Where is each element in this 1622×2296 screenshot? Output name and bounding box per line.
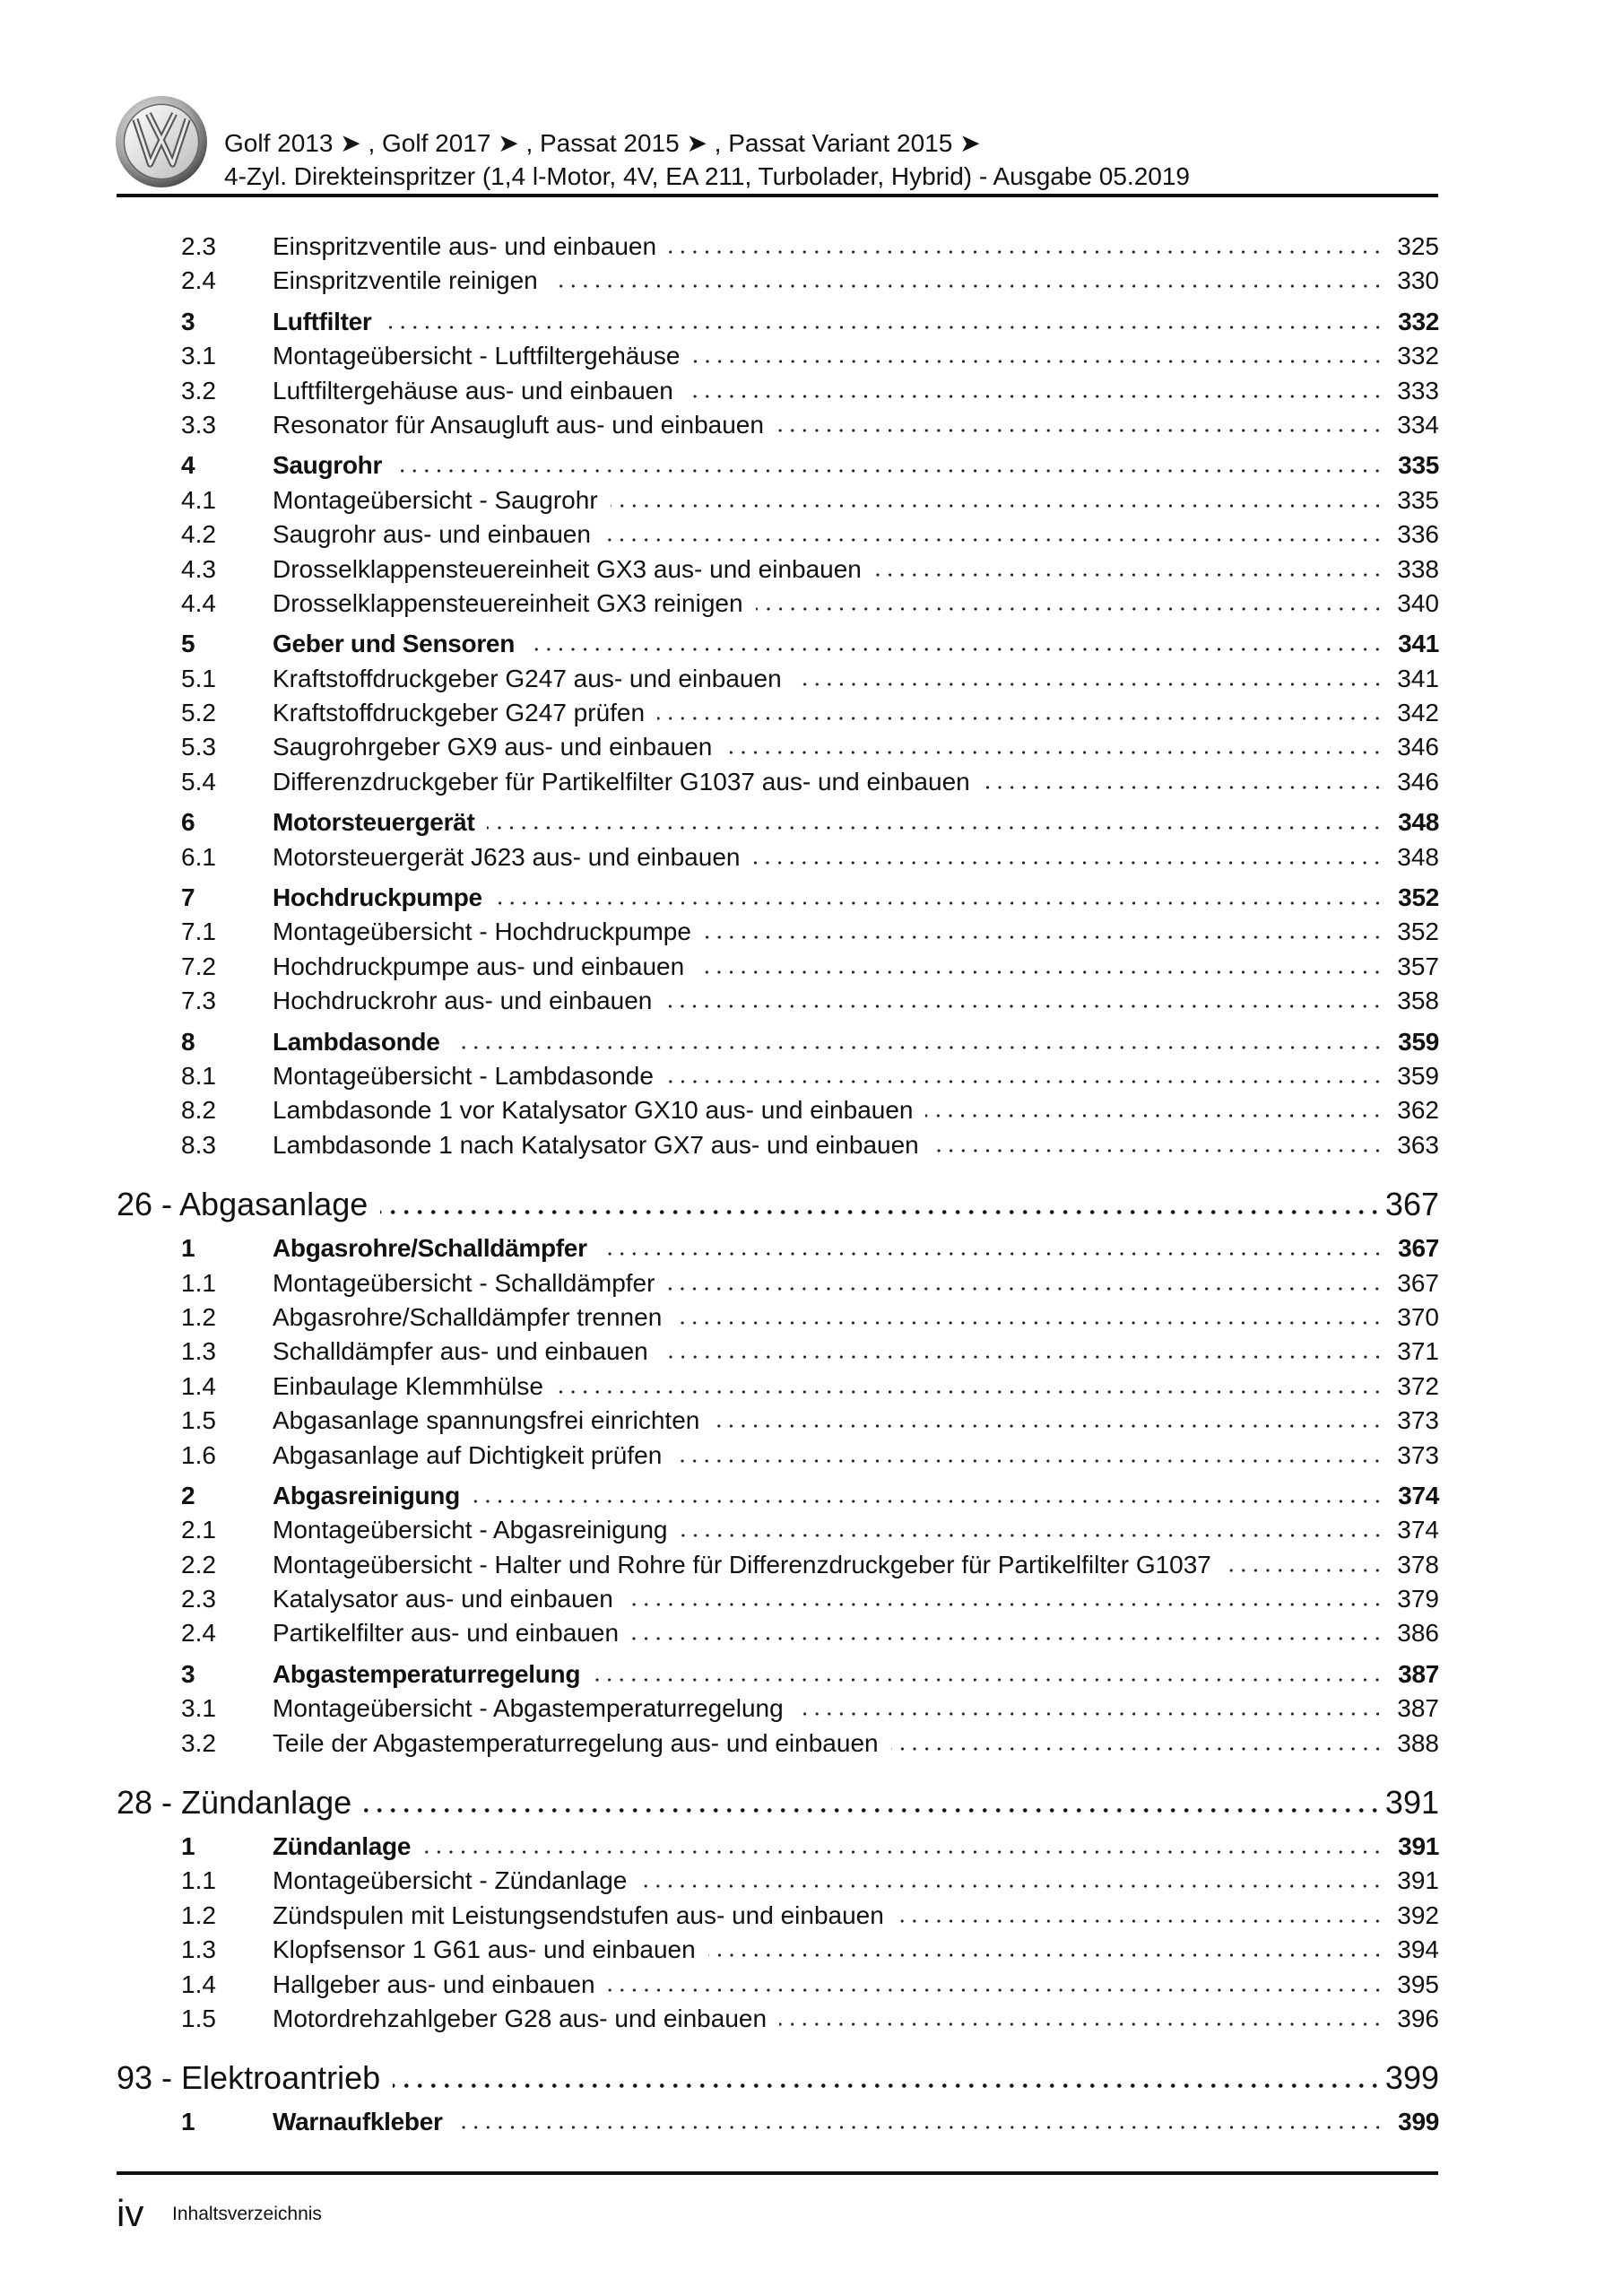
toc-number: 1.3 — [181, 1337, 216, 1366]
dot-leader — [776, 428, 1383, 433]
toc-title: Abgasanlage auf Dichtigkeit prüfen — [273, 1440, 663, 1469]
toc-title: Abgasanlage spannungsfrei einrichten — [273, 1406, 700, 1435]
dot-leader — [603, 537, 1383, 543]
toc-title: Montageübersicht - Luftfiltergehäuse — [273, 342, 681, 370]
toc-title: Lambdasonde 1 nach Katalysator GX7 aus- und einbauen — [273, 1130, 919, 1159]
toc-number: 1.1 — [181, 1866, 216, 1895]
toc-title: Kraftstoffdruckgeber G247 aus- und einbauen — [273, 664, 782, 692]
dot-leader — [669, 249, 1383, 255]
dot-leader — [674, 1458, 1383, 1464]
toc-title: Saugrohrgeber GX9 aus- und einbauen — [273, 733, 713, 761]
toc-page: 335 — [1398, 451, 1439, 480]
toc-page: 379 — [1397, 1585, 1439, 1613]
dot-leader — [385, 325, 1383, 330]
toc-title: 28 - Zündanlage — [117, 1784, 352, 1822]
dot-leader — [487, 825, 1383, 831]
toc-page: 362 — [1397, 1096, 1439, 1125]
dot-leader — [708, 1952, 1383, 1958]
page-number: iv — [117, 2192, 144, 2234]
toc-title: Zündspulen mit Leistungsendstufen aus- und einbauen — [273, 1900, 884, 1929]
toc-section[interactable] — [117, 1231, 1439, 1265]
toc-title: Einspritzventile aus- und einbauen — [273, 232, 657, 260]
toc-page: 346 — [1397, 733, 1439, 761]
toc-title: Motorsteuergerät — [273, 808, 475, 837]
toc-number: 4.1 — [181, 485, 216, 514]
toc-chapter[interactable] — [117, 1183, 1439, 1226]
toc-item[interactable] — [117, 264, 1439, 298]
toc-number: 3.2 — [181, 376, 216, 404]
toc-section[interactable] — [117, 1830, 1439, 1864]
dot-leader — [756, 606, 1383, 612]
toc-title: Hochdruckpumpe — [273, 883, 482, 912]
toc-title: 26 - Abgasanlage — [117, 1186, 369, 1223]
toc-item[interactable] — [117, 1933, 1439, 1967]
toc-number: 1.6 — [181, 1440, 216, 1469]
header-models: Golf 2013 ➤ , Golf 2017 ➤ , Passat 2015 ➤ , Passat Variant 2015 ➤ — [224, 129, 981, 157]
toc-page: 332 — [1398, 307, 1439, 335]
toc-title: Hochdruckpumpe aus- und einbauen — [273, 952, 685, 980]
toc-title: Hallgeber aus- und einbauen — [273, 1970, 595, 1998]
footer-rule — [117, 2171, 1438, 2175]
toc-number: 4.2 — [181, 520, 216, 549]
toc-page: 352 — [1397, 918, 1439, 946]
toc-page: 396 — [1397, 2004, 1439, 2032]
toc-number: 5.3 — [181, 733, 216, 761]
toc-section[interactable] — [117, 881, 1439, 915]
vw-logo — [115, 95, 208, 188]
toc-page: 367 — [1398, 1234, 1439, 1263]
toc-section[interactable] — [117, 1479, 1439, 1513]
toc-page: 330 — [1397, 266, 1439, 295]
toc-page: 336 — [1397, 520, 1439, 549]
toc-title: Differenzdruckgeber für Partikelfilter G1037 aus- und einbauen — [273, 767, 970, 796]
toc-page: 391 — [1384, 1784, 1439, 1822]
dot-leader — [380, 1209, 1382, 1215]
toc-item[interactable] — [117, 1128, 1439, 1162]
toc-title: Montageübersicht - Abgastemperaturregelung — [273, 1694, 784, 1723]
dot-leader — [593, 1677, 1383, 1683]
dot-leader — [752, 860, 1383, 865]
toc-title: Montageübersicht - Schalldämpfer — [273, 1268, 655, 1297]
toc-number: 8.2 — [181, 1096, 216, 1125]
toc-item[interactable] — [117, 517, 1439, 552]
header-engine-edition: 4-Zyl. Direkteinspritzer (1,4 l-Motor, 4V, EA 211, Turbolader, Hybrid) - Ausgabe 05.2019 — [224, 162, 1190, 190]
toc-item[interactable] — [117, 587, 1439, 621]
toc-item[interactable] — [117, 374, 1439, 408]
toc-item[interactable] — [117, 1266, 1439, 1300]
dot-leader — [600, 1251, 1383, 1257]
toc-number: 7.3 — [181, 987, 216, 1015]
toc-page: 372 — [1397, 1371, 1439, 1400]
toc-number: 4.3 — [181, 554, 216, 583]
toc-title: Motordrehzahlgeber G28 aus- und einbauen — [273, 2004, 768, 2032]
toc-item[interactable] — [117, 950, 1439, 984]
toc-number: 3.2 — [181, 1728, 216, 1757]
toc-number: 2.1 — [181, 1516, 216, 1544]
toc-title: Warnaufkleber — [273, 2108, 443, 2136]
dot-leader — [631, 1636, 1383, 1641]
dot-leader — [666, 1079, 1383, 1084]
toc-number: 6.1 — [181, 842, 216, 871]
toc-title: Montageübersicht - Abgasreinigung — [273, 1516, 668, 1544]
toc-page: 333 — [1397, 376, 1439, 404]
dot-leader — [932, 1148, 1383, 1153]
toc-item[interactable] — [117, 552, 1439, 587]
toc-item[interactable] — [117, 1616, 1439, 1650]
toc-title: Klopfsensor 1 G61 aus- und einbauen — [273, 1935, 696, 1964]
dot-leader — [712, 1423, 1383, 1429]
toc-number: 1.5 — [181, 1406, 216, 1435]
toc-section[interactable] — [117, 627, 1439, 661]
dot-leader — [925, 1113, 1383, 1118]
toc-item[interactable] — [117, 765, 1439, 799]
toc-page: 352 — [1398, 883, 1439, 912]
toc-page: 325 — [1397, 232, 1439, 260]
toc-page: 370 — [1397, 1302, 1439, 1331]
toc-page: 386 — [1397, 1619, 1439, 1648]
toc-page: 378 — [1397, 1550, 1439, 1578]
toc-title: Lambdasonde — [273, 1027, 440, 1056]
toc-page: 357 — [1397, 952, 1439, 980]
toc-title: Montageübersicht - Zündanlage — [273, 1866, 628, 1895]
toc-page: 359 — [1397, 1061, 1439, 1090]
toc-item[interactable] — [117, 1093, 1439, 1127]
dot-leader — [664, 1004, 1383, 1009]
dot-leader — [608, 1987, 1383, 1993]
dot-leader — [626, 1602, 1383, 1607]
dot-leader — [495, 900, 1383, 906]
toc-title: Abgasreinigung — [273, 1481, 460, 1509]
toc-chapter[interactable] — [117, 1781, 1439, 1824]
toc-number: 4.4 — [181, 588, 216, 617]
toc-number: 8 — [181, 1027, 195, 1056]
toc-section[interactable] — [117, 1025, 1439, 1059]
toc-section[interactable] — [117, 1657, 1439, 1692]
dot-leader — [704, 935, 1383, 940]
toc-number: 3 — [181, 1659, 195, 1688]
dot-leader — [453, 1045, 1383, 1050]
toc-title: Einbaulage Klemmhülse — [273, 1371, 543, 1400]
toc-page: 374 — [1398, 1481, 1439, 1509]
toc-item[interactable] — [117, 1968, 1439, 2002]
toc-item[interactable] — [117, 984, 1439, 1018]
toc-item[interactable] — [117, 1439, 1439, 1473]
toc-number: 3.3 — [181, 410, 216, 439]
toc-number: 2 — [181, 1481, 195, 1509]
dot-leader — [681, 1533, 1383, 1538]
dot-leader — [674, 1320, 1383, 1326]
toc-page: 342 — [1397, 699, 1439, 727]
toc-item[interactable] — [117, 1335, 1439, 1369]
dot-leader — [724, 750, 1383, 755]
toc-page: 332 — [1397, 342, 1439, 370]
toc-title: Resonator für Ansaugluft aus- und einbauen — [273, 410, 764, 439]
dot-leader — [423, 1849, 1383, 1855]
toc-page: 348 — [1397, 842, 1439, 871]
dot-leader — [657, 716, 1383, 721]
toc-title: Katalysator aus- und einbauen — [273, 1585, 613, 1613]
toc-number: 2.2 — [181, 1550, 216, 1578]
toc-item[interactable] — [117, 408, 1439, 442]
toc-item[interactable] — [117, 339, 1439, 373]
dot-leader — [455, 2125, 1383, 2130]
toc-page: 367 — [1384, 1186, 1439, 1223]
dot-leader — [393, 2083, 1382, 2089]
toc-title: Kraftstoffdruckgeber G247 prüfen — [273, 699, 646, 727]
toc-item[interactable] — [117, 1726, 1439, 1761]
toc-section[interactable] — [117, 305, 1439, 339]
toc-number: 1 — [181, 2108, 195, 2136]
footer-label: Inhaltsverzeichnis — [172, 2204, 322, 2224]
toc-page: 374 — [1397, 1516, 1439, 1544]
dot-leader — [661, 1354, 1383, 1360]
toc-page: 340 — [1397, 588, 1439, 617]
toc-title: Montageübersicht - Lambdasonde — [273, 1061, 654, 1090]
toc-item[interactable] — [117, 1582, 1439, 1616]
toc-page: 391 — [1397, 1866, 1439, 1895]
dot-leader — [473, 1499, 1383, 1504]
toc-item[interactable] — [117, 1548, 1439, 1582]
dot-leader — [639, 1883, 1383, 1889]
toc-number: 5.1 — [181, 664, 216, 692]
toc-page: 335 — [1397, 485, 1439, 514]
toc-item[interactable] — [117, 1370, 1439, 1404]
toc-number: 2.3 — [181, 232, 216, 260]
toc-page: 373 — [1397, 1440, 1439, 1469]
toc-item[interactable] — [117, 1059, 1439, 1093]
toc-page: 367 — [1397, 1268, 1439, 1297]
toc-page: 373 — [1397, 1406, 1439, 1435]
toc-number: 1.4 — [181, 1970, 216, 1998]
toc-title: Drosselklappensteuereinheit GX3 reinigen — [273, 588, 743, 617]
dot-leader — [364, 1807, 1382, 1813]
toc-page: 363 — [1397, 1130, 1439, 1159]
toc-title: Montageübersicht - Hochdruckpumpe — [273, 918, 691, 946]
dot-leader — [611, 503, 1383, 509]
toc-number: 2.3 — [181, 1585, 216, 1613]
toc-page: 387 — [1398, 1659, 1439, 1688]
toc-item[interactable] — [117, 730, 1439, 764]
toc-title: Teile der Abgastemperaturregelung aus- und einbauen — [273, 1728, 879, 1757]
toc-page: 346 — [1397, 767, 1439, 796]
toc-item[interactable] — [117, 230, 1439, 264]
toc-title: Zündanlage — [273, 1832, 412, 1861]
toc-page: 387 — [1397, 1694, 1439, 1723]
dot-leader — [667, 1286, 1383, 1292]
dot-leader — [1224, 1568, 1383, 1573]
toc-title: Saugrohr aus- und einbauen — [273, 520, 591, 549]
toc-title: Partikelfilter aus- und einbauen — [273, 1619, 620, 1648]
toc-number: 1.1 — [181, 1268, 216, 1297]
toc-number: 1.3 — [181, 1935, 216, 1964]
toc-page: 358 — [1397, 987, 1439, 1015]
toc-number: 2.4 — [181, 266, 216, 295]
toc-page: 338 — [1397, 554, 1439, 583]
toc-number: 3.1 — [181, 342, 216, 370]
toc-item[interactable] — [117, 662, 1439, 696]
toc-number: 3 — [181, 307, 195, 335]
toc-item[interactable] — [117, 1864, 1439, 1898]
toc-section[interactable] — [117, 2105, 1439, 2139]
toc-page: 341 — [1398, 630, 1439, 658]
toc-number: 4 — [181, 451, 195, 480]
toc-title: Luftfilter — [273, 307, 372, 335]
toc-item[interactable] — [117, 840, 1439, 874]
toc-number: 8.1 — [181, 1061, 216, 1090]
dot-leader — [891, 1746, 1383, 1752]
toc-page: 394 — [1397, 1935, 1439, 1964]
toc-item[interactable] — [117, 1300, 1439, 1335]
toc-number: 1 — [181, 1234, 195, 1263]
toc-page: 399 — [1398, 2108, 1439, 2136]
dot-leader — [983, 785, 1383, 790]
toc-title: Geber und Sensoren — [273, 630, 515, 658]
dot-leader — [686, 394, 1383, 399]
toc-page: 392 — [1397, 1900, 1439, 1929]
toc-number: 1 — [181, 1832, 195, 1861]
toc-title: Abgasrohre/Schalldämpfer trennen — [273, 1302, 663, 1331]
toc-title: Hochdruckrohr aus- und einbauen — [273, 987, 653, 1015]
toc-section[interactable] — [117, 448, 1439, 483]
toc-title: Montageübersicht - Halter und Rohre für Differenzdruckgeber für Partikelfilter G1037 — [273, 1550, 1211, 1578]
toc-number: 2.4 — [181, 1619, 216, 1648]
table-of-contents — [117, 230, 1439, 2140]
toc-item[interactable] — [117, 1404, 1439, 1438]
toc-title: Lambdasonde 1 vor Katalysator GX10 aus- und einbauen — [273, 1096, 914, 1125]
dot-leader — [693, 359, 1384, 364]
toc-title: Motorsteuergerät J623 aus- und einbauen — [273, 842, 741, 871]
toc-item[interactable] — [117, 696, 1439, 730]
toc-page: 395 — [1397, 1970, 1439, 1998]
toc-item[interactable] — [117, 1899, 1439, 1933]
toc-number: 3.1 — [181, 1694, 216, 1723]
toc-item[interactable] — [117, 1692, 1439, 1726]
toc-number: 5.4 — [181, 767, 216, 796]
toc-page: 341 — [1397, 664, 1439, 692]
toc-chapter[interactable] — [117, 2057, 1439, 2100]
toc-page: 391 — [1398, 1832, 1439, 1861]
toc-title: Montageübersicht - Saugrohr — [273, 485, 598, 514]
toc-number: 5.2 — [181, 699, 216, 727]
toc-title: Abgasrohre/Schalldämpfer — [273, 1234, 587, 1263]
dot-leader — [779, 2022, 1383, 2027]
toc-item[interactable] — [117, 2002, 1439, 2036]
toc-page: 399 — [1384, 2059, 1439, 2097]
toc-number: 1.4 — [181, 1371, 216, 1400]
dot-leader — [794, 682, 1383, 687]
dot-leader — [796, 1711, 1383, 1717]
dot-leader — [395, 468, 1383, 474]
toc-item[interactable] — [117, 1513, 1439, 1547]
toc-page: 388 — [1397, 1728, 1439, 1757]
toc-page: 348 — [1398, 808, 1439, 837]
toc-number: 1.5 — [181, 2004, 216, 2032]
dot-leader — [874, 572, 1383, 578]
dot-leader — [527, 647, 1383, 652]
toc-page: 334 — [1397, 410, 1439, 439]
dot-leader — [697, 970, 1383, 975]
toc-title: Drosselklappensteuereinheit GX3 aus- und einbauen — [273, 554, 862, 583]
toc-title: Saugrohr — [273, 451, 383, 480]
toc-number: 8.3 — [181, 1130, 216, 1159]
dot-leader — [556, 1389, 1383, 1395]
toc-title: 93 - Elektroantrieb — [117, 2059, 381, 2097]
toc-number: 7 — [181, 883, 195, 912]
toc-number: 6 — [181, 808, 195, 837]
dot-leader — [551, 283, 1383, 289]
toc-title: Luftfiltergehäuse aus- und einbauen — [273, 376, 673, 404]
toc-section[interactable] — [117, 805, 1439, 839]
toc-number: 1.2 — [181, 1900, 216, 1929]
toc-page: 359 — [1398, 1027, 1439, 1056]
toc-item[interactable] — [117, 915, 1439, 949]
dot-leader — [897, 1918, 1383, 1924]
toc-number: 7.1 — [181, 918, 216, 946]
toc-item[interactable] — [117, 483, 1439, 517]
toc-title: Einspritzventile reinigen — [273, 266, 538, 295]
toc-number: 5 — [181, 630, 195, 658]
toc-number: 1.2 — [181, 1302, 216, 1331]
toc-title: Abgastemperaturregelung — [273, 1659, 581, 1688]
header-rule — [117, 194, 1438, 197]
toc-title: Schalldämpfer aus- und einbauen — [273, 1337, 648, 1366]
toc-number: 7.2 — [181, 952, 216, 980]
toc-page: 371 — [1397, 1337, 1439, 1366]
